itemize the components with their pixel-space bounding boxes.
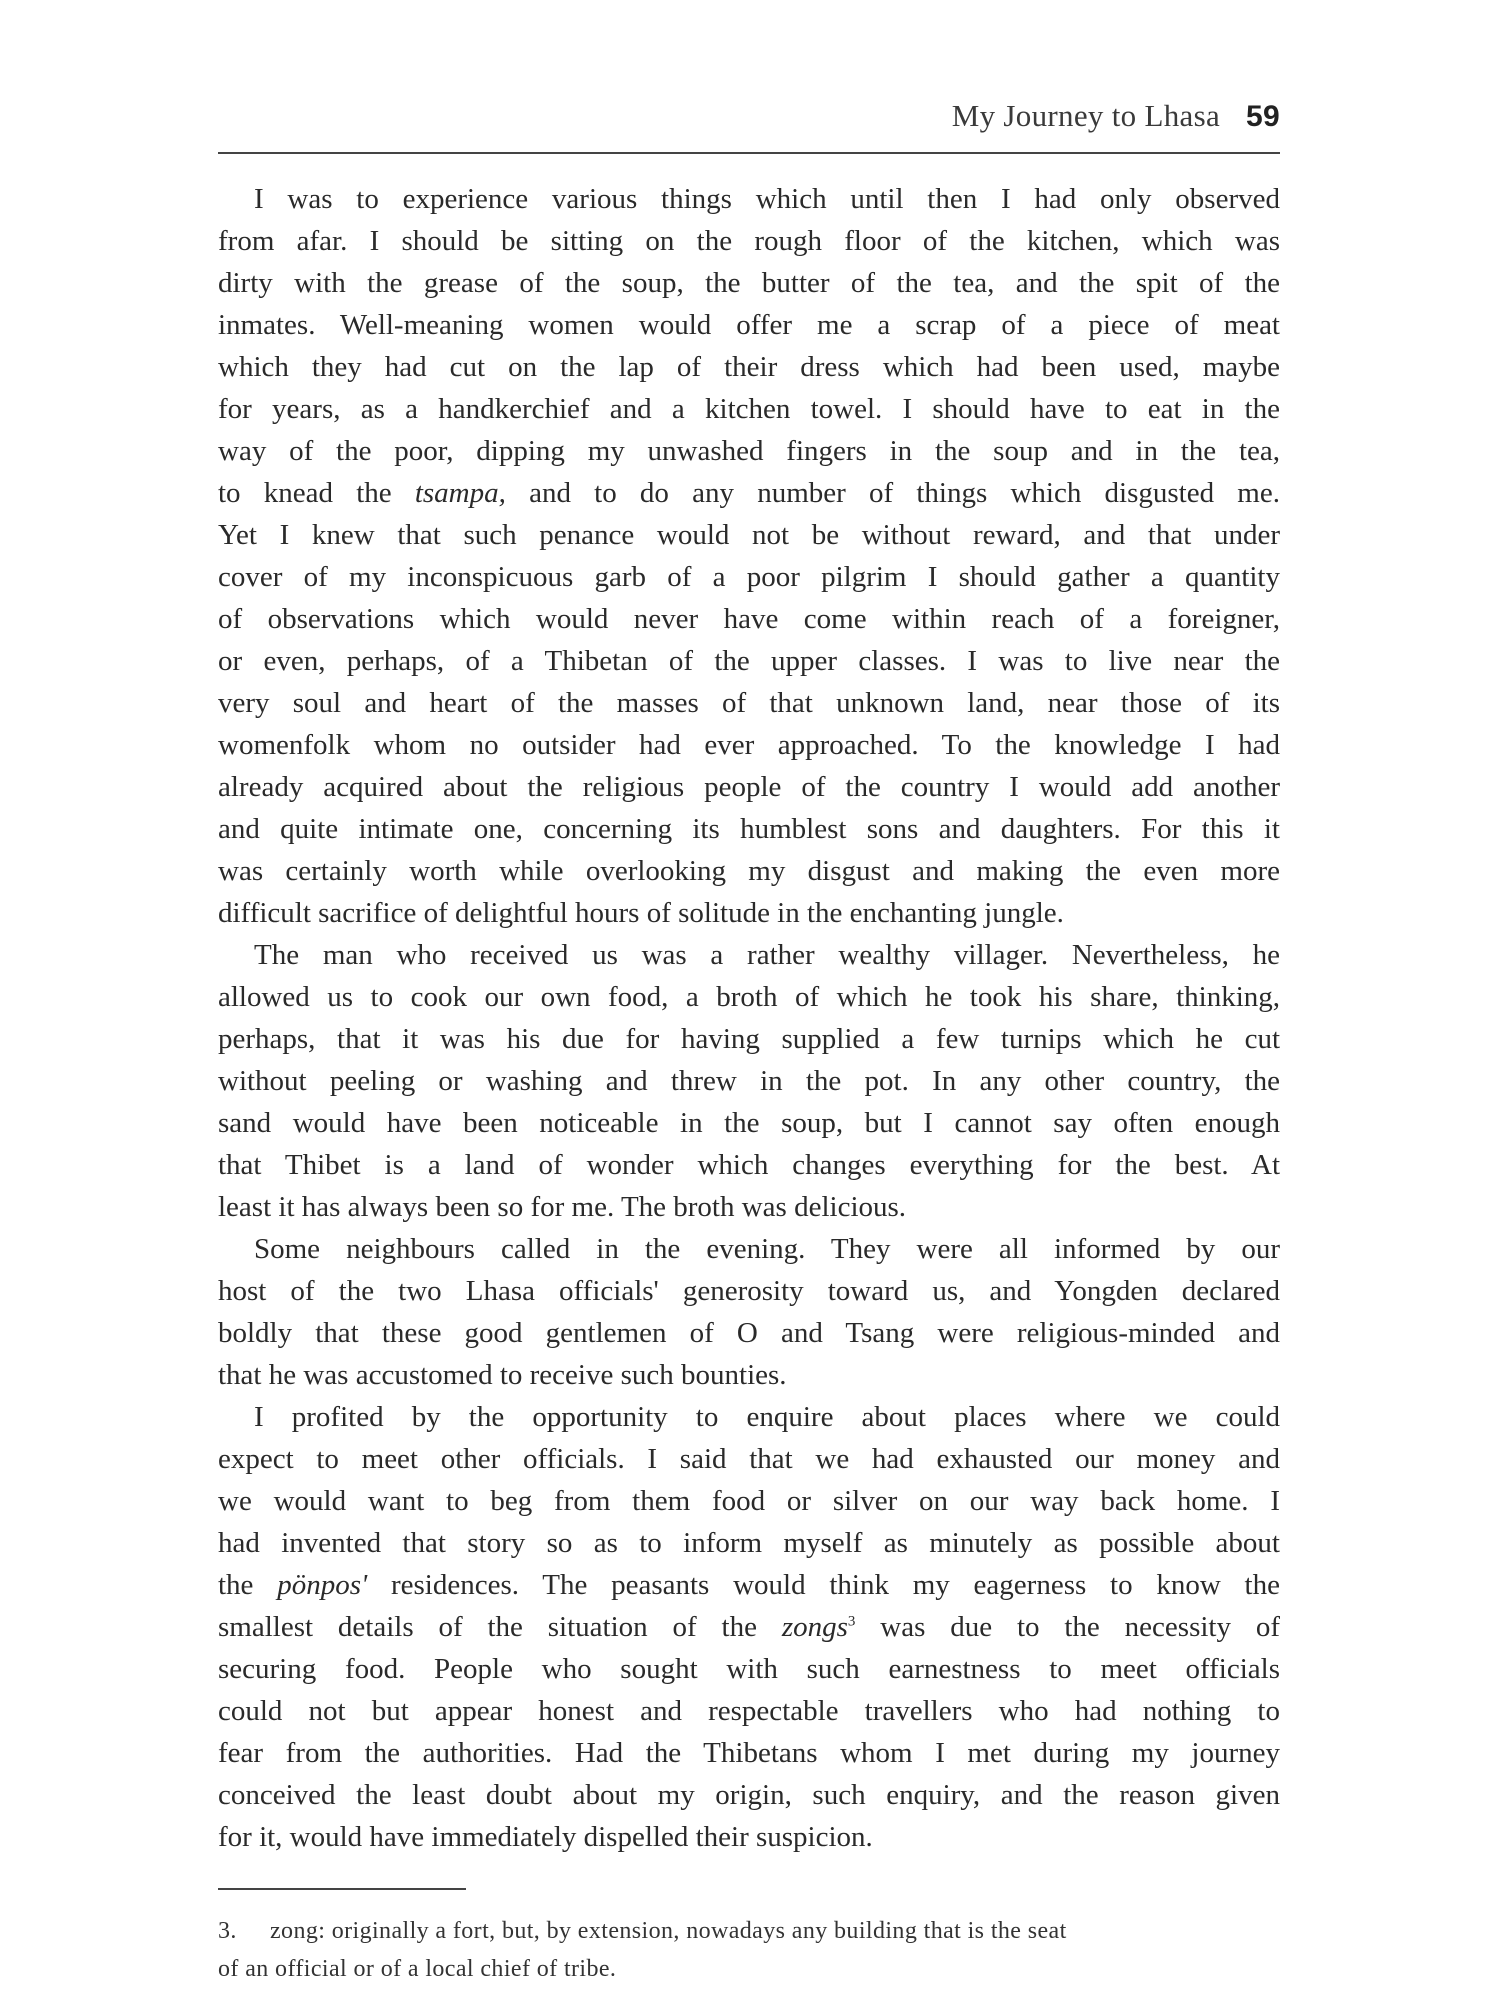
- footnote-line: [218, 1950, 1280, 1988]
- text-line: fear from the authorities. Had the Thibetans whom I met during my journey: [218, 1737, 1280, 1769]
- text-line: securing food. People who sought with such earnestness to meet officials: [218, 1653, 1280, 1685]
- running-head-title: My Journey to Lhasa: [951, 98, 1221, 133]
- text-line: I profited by the opportunity to enquire about places where we could: [254, 1401, 1280, 1433]
- text-line: I was to experience various things which until then I had only observed: [254, 183, 1280, 215]
- header-rule: [218, 152, 1280, 154]
- text-line: cover of my inconspicuous garb of a poor pilgrim I should gather a quantity: [218, 561, 1280, 593]
- text-line: from afar. I should be sitting on the rough floor of the kitchen, which was: [218, 225, 1280, 257]
- footnote-line: [218, 1912, 1280, 1950]
- text-line: and quite intimate one, concerning its humblest sons and daughters. For this it: [218, 813, 1280, 845]
- footnotes: [218, 1912, 1280, 1988]
- footnote-number: 3.: [218, 1918, 237, 1944]
- text-line: expect to meet other officials. I said that we had exhausted our money and: [218, 1443, 1280, 1475]
- text-line: very soul and heart of the masses of that unknown land, near those of its: [218, 687, 1280, 719]
- text-line: boldly that these good gentlemen of O and Tsang were religious-minded and: [218, 1317, 1280, 1349]
- text-line: that he was accustomed to receive such bounties.: [218, 1359, 787, 1391]
- text-line: inmates. Well-meaning women would offer me a scrap of a piece of meat: [218, 309, 1280, 341]
- text-line: conceived the least doubt about my origin, such enquiry, and the reason given: [218, 1779, 1280, 1811]
- page-number: 59: [1246, 100, 1280, 133]
- body-text: [218, 178, 1280, 1858]
- text-line: could not but appear honest and respectable travellers who had nothing to: [218, 1695, 1280, 1727]
- footnote-reference[interactable]: 3: [847, 1613, 856, 1630]
- text-line: perhaps, that it was his due for having supplied a few turnips which he cut: [218, 1023, 1280, 1055]
- text-line: Some neighbours called in the evening. They were all informed by our: [254, 1233, 1280, 1265]
- text-line: which they had cut on the lap of their dress which had been used, maybe: [218, 351, 1280, 383]
- text-line: host of the two Lhasa officials' generosity toward us, and Yongden declared: [218, 1275, 1280, 1307]
- text-line: for years, as a handkerchief and a kitchen towel. I should have to eat in the: [218, 393, 1280, 425]
- text-line: The man who received us was a rather wealthy villager. Nevertheless, he: [254, 939, 1280, 971]
- text-line: without peeling or washing and threw in the pot. In any other country, the: [218, 1065, 1280, 1097]
- text-line: womenfolk whom no outsider had ever approached. To the knowledge I had: [218, 729, 1280, 761]
- text-line: difficult sacrifice of delightful hours of solitude in the enchanting jungle.: [218, 897, 1064, 929]
- text-line: we would want to beg from them food or silver on our way back home. I: [218, 1485, 1280, 1517]
- text-line: sand would have been noticeable in the soup, but I cannot say often enough: [218, 1107, 1280, 1139]
- text-line: had invented that story so as to inform myself as minutely as possible about: [218, 1527, 1280, 1559]
- text-line: way of the poor, dipping my unwashed fingers in the soup and in the tea,: [218, 435, 1280, 467]
- text-line: of observations which would never have come within reach of a foreigner,: [218, 603, 1280, 635]
- text-line: or even, perhaps, of a Thibetan of the upper classes. I was to live near the: [218, 645, 1280, 677]
- text-line: for it, would have immediately dispelled their suspicion.: [218, 1821, 873, 1853]
- italic-term-ponpos: pönpos': [277, 1569, 368, 1601]
- text-line: the pönpos' residences. The peasants would think my eagerness to know the: [218, 1569, 1280, 1601]
- text-line: was certainly worth while overlooking my disgust and making the even more: [218, 855, 1280, 887]
- text-line: dirty with the grease of the soup, the butter of the tea, and the spit of the: [218, 267, 1280, 299]
- footnote-rule: [218, 1888, 466, 1890]
- text-line: allowed us to cook our own food, a broth of which he took his share, thinking,: [218, 981, 1280, 1013]
- italic-term-tsampa: tsampa,: [414, 477, 506, 509]
- text-line: to knead the tsampa, and to do any number of things which disgusted me.: [218, 477, 1280, 509]
- text-line: least it has always been so for me. The broth was delicious.: [218, 1191, 907, 1223]
- footnote-text: zong: originally a fort, but, by extension, nowadays any building that is the seat: [270, 1918, 1067, 1944]
- italic-term-zongs: zongs: [781, 1611, 848, 1643]
- text-line: already acquired about the religious people of the country I would add another: [218, 771, 1280, 803]
- text-line: smallest details of the situation of the zongs$^3$ was due to the necessity of: [218, 1611, 1280, 1643]
- text-line: Yet I knew that such penance would not be without reward, and that under: [218, 519, 1280, 551]
- footnote-text-continued: of an official or of a local chief of tribe.: [218, 1956, 617, 1982]
- text-line: that Thibet is a land of wonder which changes everything for the best. At: [218, 1149, 1280, 1181]
- running-head: [952, 98, 1280, 134]
